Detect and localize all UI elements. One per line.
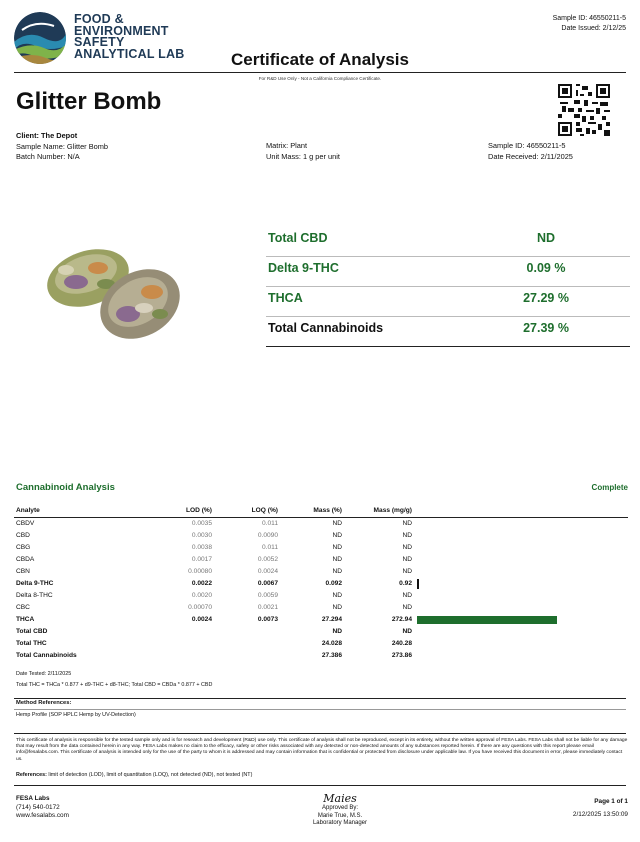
summary-row-thca (266, 287, 630, 317)
logo-line: ANALYTICAL LAB (74, 46, 185, 61)
method-references-title: Method References: (16, 700, 72, 706)
table-cell-loq: 0.011 (261, 520, 278, 527)
table-cell-mass-mg: ND (402, 604, 412, 611)
table-cell-lod: 0.0024 (191, 616, 212, 623)
table-cell-analyte: Delta 8-THC (16, 592, 53, 599)
table-cell-mass-mg: ND (402, 544, 412, 551)
divider (14, 733, 626, 734)
cannabinoid-table (14, 505, 628, 662)
date-received: Date Received: 2/11/2025 (488, 151, 573, 161)
sample-info (266, 141, 340, 162)
column-header: LOQ (%) (251, 507, 278, 514)
sample-name: Sample Name: Glitter Bomb (16, 141, 109, 151)
batch-number: Batch Number: N/A (16, 152, 80, 161)
logo-line: SAFETY (74, 35, 125, 49)
sample-id: Sample ID: 46550211-5 (488, 141, 566, 150)
table-cell-analyte: Total THC (16, 640, 47, 647)
divider (14, 72, 626, 73)
table-cell-analyte: Total Cannabinoids (16, 652, 77, 659)
document-title: Certificate of Analysis (231, 50, 409, 69)
divider (14, 698, 626, 699)
table-cell-mass-pct: 27.386 (321, 652, 342, 659)
header-sample-id: Sample ID: 46550211-5 (552, 15, 626, 22)
footer-website[interactable]: www.fesalabs.com (16, 812, 69, 819)
table-cell-loq: 0.0090 (257, 532, 278, 539)
total-formula: Total THC = THCa * 0.877 + d9-THC + d8-THC; Total CBD = CBDa * 0.877 + CBD (16, 682, 213, 688)
summary-label: Total Cannabinoids (268, 321, 384, 335)
table-cell-loq: 0.0052 (257, 556, 278, 563)
table-cell-lod: 0.0035 (191, 520, 212, 527)
column-header: Mass (mg/g) (373, 507, 412, 514)
column-header: Analyte (16, 507, 40, 514)
footer-page-info (573, 795, 628, 821)
method-reference-item: Hemp Profile (SOP HPLC Hemp by UV-Detection) (16, 712, 136, 718)
table-cell-mass-pct: 27.294 (321, 616, 342, 623)
table-cell-mass-pct: ND (332, 628, 342, 635)
page-number: Page 1 of 1 (594, 798, 628, 805)
table-cell-mass-pct: 24.028 (321, 640, 342, 647)
sample-dates (488, 141, 573, 162)
client-name: Client: The Depot (16, 131, 78, 140)
report-timestamp: 2/12/2025 13:50:09 (572, 811, 628, 818)
date-tested: Date Tested: 2/11/2025 (16, 671, 72, 677)
potency-summary (266, 227, 630, 347)
mass-bar (417, 579, 419, 589)
table-row (14, 650, 628, 662)
references-text: limit of detection (LOD), limit of quantitation (LOQ), not detected (ND), not tested (NT) (48, 772, 253, 778)
table-cell-mass-mg: 0.92 (399, 580, 412, 587)
summary-value: 0.09 % (526, 261, 566, 275)
table-cell-analyte: CBN (16, 568, 30, 575)
table-row (14, 626, 628, 638)
references (16, 771, 252, 779)
table-row (14, 638, 628, 650)
approver-title: Laboratory Manager (312, 820, 368, 826)
analysis-status: Complete (591, 483, 628, 492)
table-cell-mass-pct: ND (332, 556, 342, 563)
table-cell-mass-pct: ND (332, 568, 342, 575)
table-cell-lod: 0.0020 (191, 592, 212, 599)
table-row (14, 614, 628, 626)
product-photo (40, 232, 190, 347)
table-cell-analyte: THCA (16, 616, 35, 623)
qr-code-icon[interactable] (558, 84, 610, 136)
table-cell-mass-mg: ND (402, 532, 412, 539)
table-cell-mass-pct: ND (332, 592, 342, 599)
approver-name: Marie True, M.S. (317, 812, 363, 819)
table-row (14, 590, 628, 602)
summary-row-delta9 (266, 257, 630, 287)
mass-bar (417, 616, 557, 624)
table-row (14, 602, 628, 614)
summary-value: 27.39 % (523, 321, 569, 335)
table-cell-mass-mg: ND (402, 556, 412, 563)
table-cell-lod: 0.00080 (188, 568, 212, 575)
footer-lab-name: FESA Labs (16, 795, 50, 802)
divider (14, 709, 626, 710)
summary-row-total-cbd (266, 227, 630, 257)
table-cell-analyte: CBDV (16, 520, 35, 527)
table-cell-analyte: Total CBD (16, 628, 48, 635)
table-row (14, 578, 628, 590)
table-cell-mass-pct: 0.092 (325, 580, 342, 587)
summary-value: 27.29 % (523, 291, 569, 305)
client-info (16, 131, 108, 163)
divider (14, 785, 626, 786)
table-row (14, 530, 628, 542)
table-cell-mass-mg: ND (402, 520, 412, 527)
footer-lab-info (16, 795, 69, 821)
header-date-issued: Date Issued: 2/12/25 (561, 25, 626, 32)
table-row (14, 554, 628, 566)
summary-label: THCA (268, 291, 303, 305)
table-cell-mass-pct: ND (332, 604, 342, 611)
table-cell-loq: 0.0067 (257, 580, 278, 587)
table-cell-loq: 0.0024 (257, 568, 278, 575)
footer-approval (290, 793, 390, 828)
table-cell-analyte: CBD (16, 532, 30, 539)
product-name: Glitter Bomb (16, 88, 162, 115)
column-header: Mass (%) (313, 507, 342, 514)
analysis-title: Cannabinoid Analysis (16, 482, 115, 493)
matrix: Matrix: Plant (266, 141, 308, 150)
table-cell-lod: 0.0038 (191, 544, 212, 551)
summary-value: ND (536, 231, 556, 245)
table-cell-mass-mg: ND (402, 592, 412, 599)
table-cell-lod: 0.0022 (191, 580, 212, 587)
footer-phone: (714) 540-0172 (16, 803, 60, 811)
table-cell-analyte: CBG (16, 544, 31, 551)
table-cell-loq: 0.011 (261, 544, 278, 551)
table-cell-loq: 0.0059 (257, 592, 278, 599)
approved-by-label: Approved By: (321, 805, 359, 811)
document-note: For R&D Use Only - Not a California Compliance Certificate. (258, 76, 382, 81)
table-cell-mass-mg: ND (402, 628, 412, 635)
signature: Maies (323, 792, 357, 805)
table-row (14, 542, 628, 554)
table-row (14, 518, 628, 530)
table-cell-mass-pct: ND (332, 544, 342, 551)
table-cell-analyte: CBC (16, 604, 30, 611)
summary-label: Total CBD (268, 231, 328, 245)
column-header: LOD (%) (185, 507, 212, 514)
references-label: References: (16, 772, 47, 778)
logo-line: FOOD & (74, 12, 124, 26)
table-cell-loq: 0.0021 (257, 604, 278, 611)
summary-label: Delta 9-THC (268, 261, 339, 275)
table-cell-lod: 0.0030 (191, 532, 212, 539)
table-cell-mass-pct: ND (332, 520, 342, 527)
table-cell-lod: 0.00070 (188, 604, 212, 611)
table-cell-analyte: Delta 9-THC (16, 580, 54, 587)
summary-row-total-cannabinoids (266, 317, 630, 347)
table-header (14, 505, 628, 518)
table-cell-mass-mg: ND (402, 568, 412, 575)
table-cell-mass-pct: ND (332, 532, 342, 539)
logo-line: ENVIRONMENT (74, 23, 169, 38)
table-row (14, 566, 628, 578)
unit-mass: Unit Mass: 1 g per unit (266, 151, 340, 161)
table-cell-lod: 0.0017 (191, 556, 212, 563)
table-cell-loq: 0.0073 (257, 616, 278, 623)
table-cell-mass-mg: 240.28 (391, 640, 412, 647)
table-cell-mass-mg: 273.86 (391, 652, 412, 659)
header-meta (553, 14, 626, 34)
table-cell-mass-mg: 272.94 (391, 616, 412, 623)
table-cell-analyte: CBDA (16, 556, 35, 563)
disclaimer: This certificate of analysis is responsible for the tested sample only and is for research and development (R&D) use only. This certificate of analysis shall not be reproduced, except in its entirety, without the written approval of FESA Labs. FESA Labs shall not be liable for any damage that may result from the data contained herein in any way. FESA Labs makes no claim to the efficacy, safety or other risks associated with any detected or non-detected amounts of any substances reported herein. If there are any questions with this report please email info@fesalabs.com. This certificate of analysis is intended only for the use of the party to whom it is addressed and may contain information that is confidential or protected from disclosure under applicable law. If you have received this document in error, please immediately contact us. (16, 738, 628, 762)
